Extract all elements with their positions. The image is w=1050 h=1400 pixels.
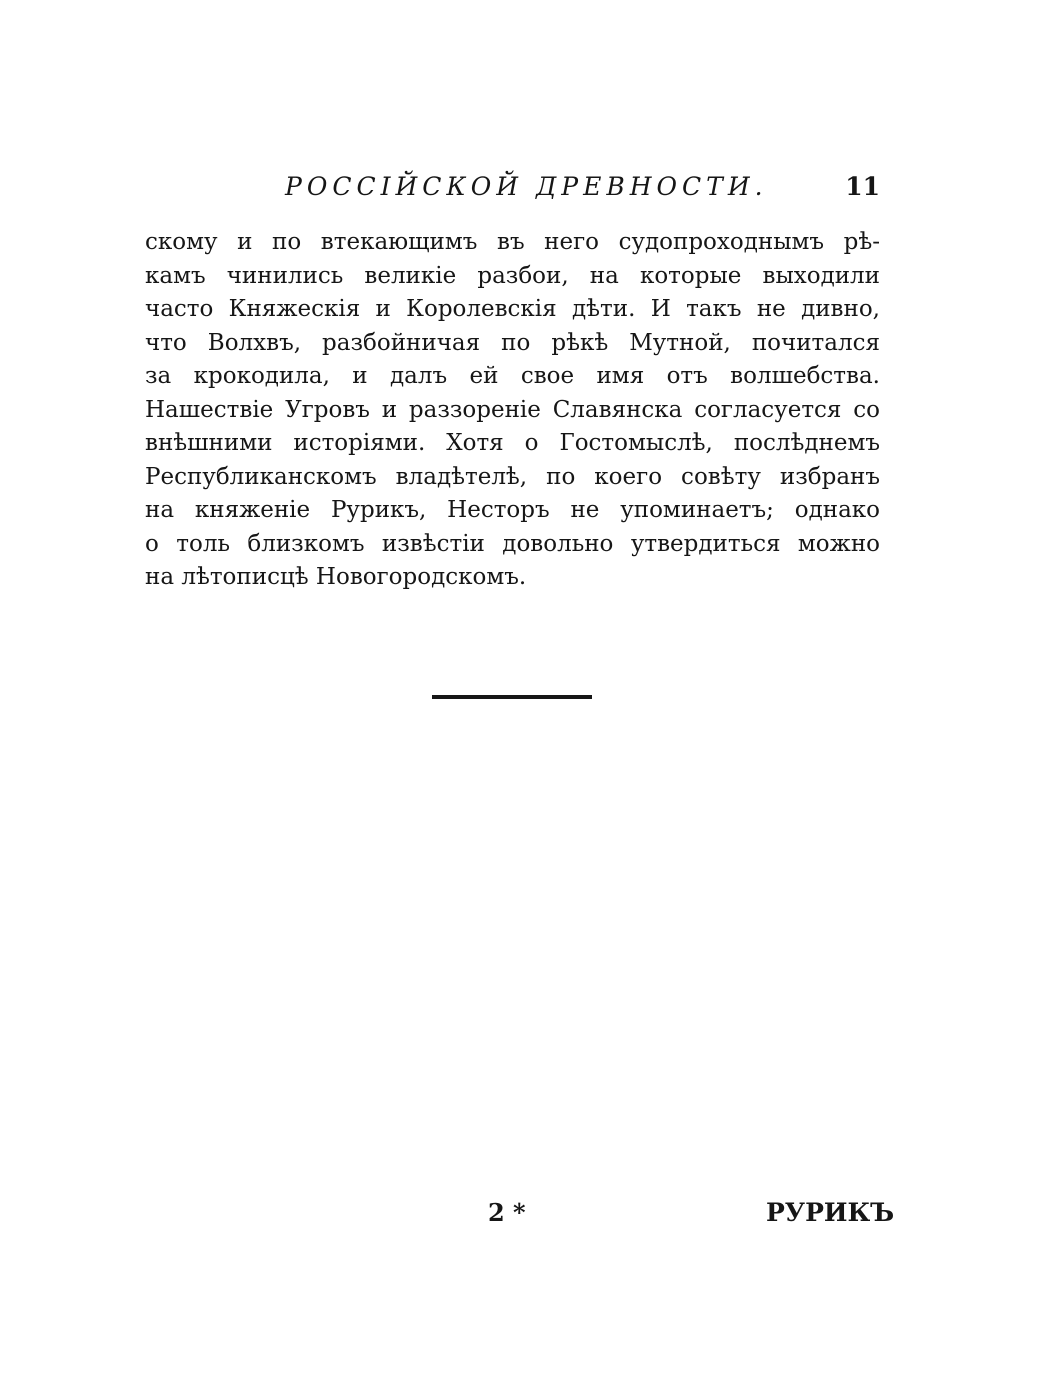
signature-mark: 2 * [488, 1198, 526, 1227]
page-number: 11 [845, 172, 880, 201]
text-line: Нашествіе Угровъ и раззореніе Славянска согласуется со [145, 396, 880, 423]
text-line: Республиканскомъ владѣтелѣ, по коего совѣту избранъ [145, 463, 880, 490]
text-line: на княженіе Рурикъ, Несторъ не упоминаетъ; однако [145, 497, 880, 523]
body-text [145, 226, 880, 595]
text-line: что Волхвъ, разбойничая по рѣкѣ Мутной, почитался [145, 329, 880, 356]
text-line: камъ чинились великіе разбои, на которые выходили [145, 262, 880, 289]
catchword: РУРИКЪ [766, 1198, 895, 1227]
running-head [145, 170, 880, 210]
text-line: за крокодила, и далъ ей свое имя отъ волшебства. [145, 363, 880, 389]
text-line: о толь близкомъ извѣстіи довольно утвердиться можно [145, 530, 880, 557]
running-title: РОССІЙСКОЙ ДРЕВНОСТИ. [285, 172, 768, 201]
section-divider [432, 695, 592, 699]
text-line: на лѣтописцѣ Новогородскомъ. [145, 564, 527, 590]
text-line: часто Княжескія и Королевскія дѣти. И такъ не дивно, [145, 296, 880, 322]
text-line: внѣшними исторіями. Хотя о Гостомыслѣ, послѣднемъ [145, 430, 880, 456]
text-line: скому и по втекающимъ въ него судопроходнымъ рѣ- [145, 229, 880, 255]
